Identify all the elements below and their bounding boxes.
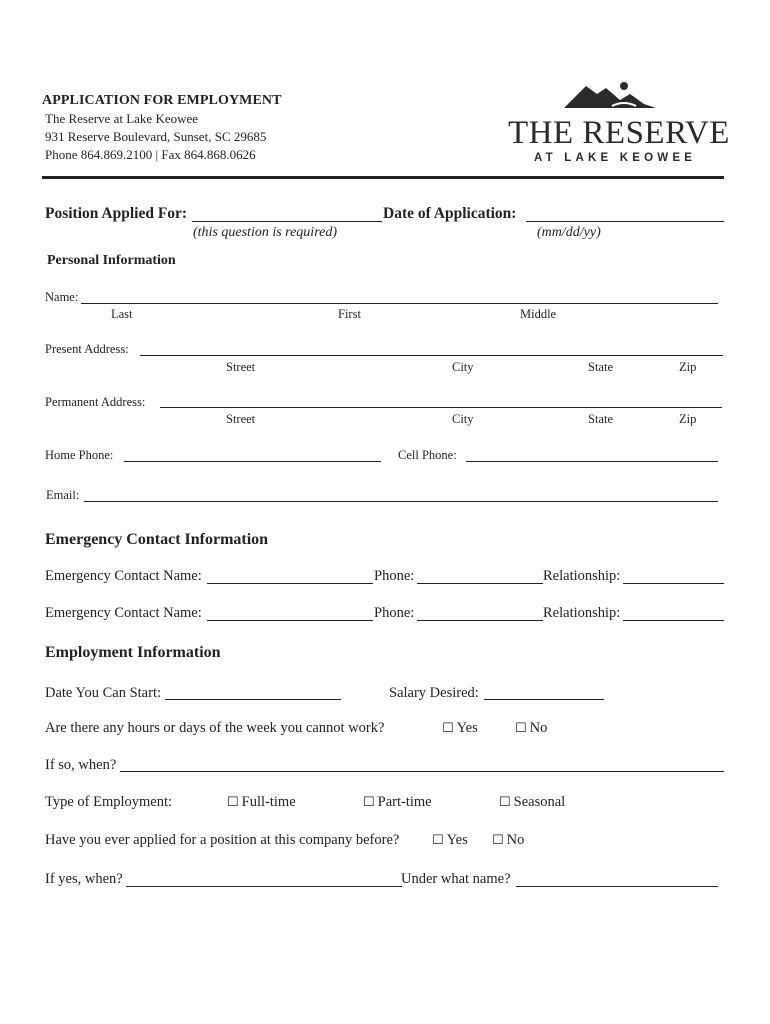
present-address-label: Present Address: — [45, 342, 129, 356]
company-name: The Reserve at Lake Keowee — [45, 111, 199, 126]
salary-field[interactable] — [484, 699, 604, 700]
part-time-checkbox[interactable]: ☐ — [363, 795, 375, 810]
emergency-relationship-field-1[interactable] — [623, 583, 724, 584]
applied-yes-label: Yes — [446, 832, 468, 848]
date-format-note: (mm/dd/yy) — [537, 225, 601, 240]
header-divider — [42, 176, 724, 179]
emergency-name-field-2[interactable] — [207, 620, 373, 621]
applied-before-question: Have you ever applied for a position at this company before? — [45, 832, 400, 848]
part-time-label: Part-time — [377, 794, 432, 810]
form-title: APPLICATION FOR EMPLOYMENT — [42, 93, 282, 108]
seasonal-option[interactable] — [499, 794, 565, 811]
name-first-caption: First — [338, 307, 361, 321]
hours-no-checkbox[interactable]: ☐ — [515, 721, 527, 736]
emergency-relationship-field-2[interactable] — [623, 620, 724, 621]
home-phone-field[interactable] — [124, 461, 381, 462]
date-of-application-field[interactable] — [526, 221, 724, 222]
if-so-label: If so, when? — [45, 757, 117, 773]
name-field[interactable] — [81, 303, 718, 304]
present-address-field[interactable] — [140, 355, 723, 356]
seasonal-checkbox[interactable]: ☐ — [499, 795, 511, 810]
hours-yes-option[interactable] — [442, 720, 478, 737]
emergency-phone-label-1: Phone: — [374, 568, 415, 584]
permanent-zip-caption: Zip — [679, 412, 697, 426]
emergency-name-label-2: Emergency Contact Name: — [45, 605, 202, 621]
start-date-field[interactable] — [165, 699, 341, 700]
emergency-name-label-1: Emergency Contact Name: — [45, 568, 202, 584]
position-field[interactable] — [192, 221, 382, 222]
emergency-phone-field-1[interactable] — [417, 583, 543, 584]
position-note: (this question is required) — [193, 225, 338, 240]
seasonal-label: Seasonal — [513, 794, 566, 810]
emergency-heading: Emergency Contact Information — [45, 531, 269, 548]
emergency-phone-field-2[interactable] — [417, 620, 543, 621]
logo-subtitle: AT LAKE KEOWEE — [534, 152, 697, 164]
date-of-application-label: Date of Application: — [383, 205, 517, 222]
cell-phone-label: Cell Phone: — [398, 448, 457, 462]
hours-yes-label: Yes — [456, 720, 478, 736]
under-name-label: Under what name? — [401, 871, 511, 887]
if-so-field[interactable] — [120, 771, 724, 772]
emergency-relationship-label-1: Relationship: — [543, 568, 621, 584]
name-last-caption: Last — [111, 307, 133, 321]
applied-no-option[interactable] — [492, 832, 524, 849]
present-state-caption: State — [588, 360, 613, 374]
email-field[interactable] — [84, 501, 718, 502]
employment-type-label: Type of Employment: — [45, 794, 173, 810]
full-time-option[interactable] — [227, 794, 296, 811]
email-label: Email: — [46, 488, 80, 502]
hours-yes-checkbox[interactable]: ☐ — [442, 721, 454, 736]
logo-wordmark: THE RESERVE — [508, 115, 730, 151]
if-yes-field[interactable] — [126, 886, 402, 887]
company-address: 931 Reserve Boulevard, Sunset, SC 29685 — [45, 129, 267, 144]
permanent-address-field[interactable] — [160, 407, 722, 408]
full-time-checkbox[interactable]: ☐ — [227, 795, 239, 810]
hours-no-option[interactable] — [515, 720, 547, 737]
emergency-phone-label-2: Phone: — [374, 605, 415, 621]
hours-question: Are there any hours or days of the week you cannot work? — [45, 720, 385, 736]
full-time-label: Full-time — [241, 794, 296, 810]
applied-yes-option[interactable] — [432, 832, 468, 849]
permanent-city-caption: City — [452, 412, 474, 426]
applied-no-checkbox[interactable]: ☐ — [492, 833, 504, 848]
emergency-relationship-label-2: Relationship: — [543, 605, 621, 621]
company-contact: Phone 864.869.2100 | Fax 864.868.0626 — [45, 147, 256, 162]
emergency-name-field-1[interactable] — [207, 583, 373, 584]
cell-phone-field[interactable] — [466, 461, 718, 462]
salary-label: Salary Desired: — [389, 685, 479, 701]
home-phone-label: Home Phone: — [45, 448, 114, 462]
personal-info-heading: Personal Information — [47, 253, 176, 268]
present-zip-caption: Zip — [679, 360, 697, 374]
position-label: Position Applied For: — [45, 205, 188, 222]
present-street-caption: Street — [226, 360, 256, 374]
part-time-option[interactable] — [363, 794, 432, 811]
under-name-field[interactable] — [516, 886, 718, 887]
employment-heading: Employment Information — [45, 644, 221, 661]
start-date-label: Date You Can Start: — [45, 685, 161, 701]
name-middle-caption: Middle — [520, 307, 557, 321]
permanent-state-caption: State — [588, 412, 613, 426]
mountain-logo-icon — [564, 80, 658, 112]
if-yes-label: If yes, when? — [45, 871, 123, 887]
present-city-caption: City — [452, 360, 474, 374]
applied-no-label: No — [506, 832, 525, 848]
hours-no-label: No — [529, 720, 548, 736]
permanent-street-caption: Street — [226, 412, 256, 426]
name-label: Name: — [45, 290, 79, 304]
applied-yes-checkbox[interactable]: ☐ — [432, 833, 444, 848]
permanent-address-label: Permanent Address: — [45, 395, 146, 409]
